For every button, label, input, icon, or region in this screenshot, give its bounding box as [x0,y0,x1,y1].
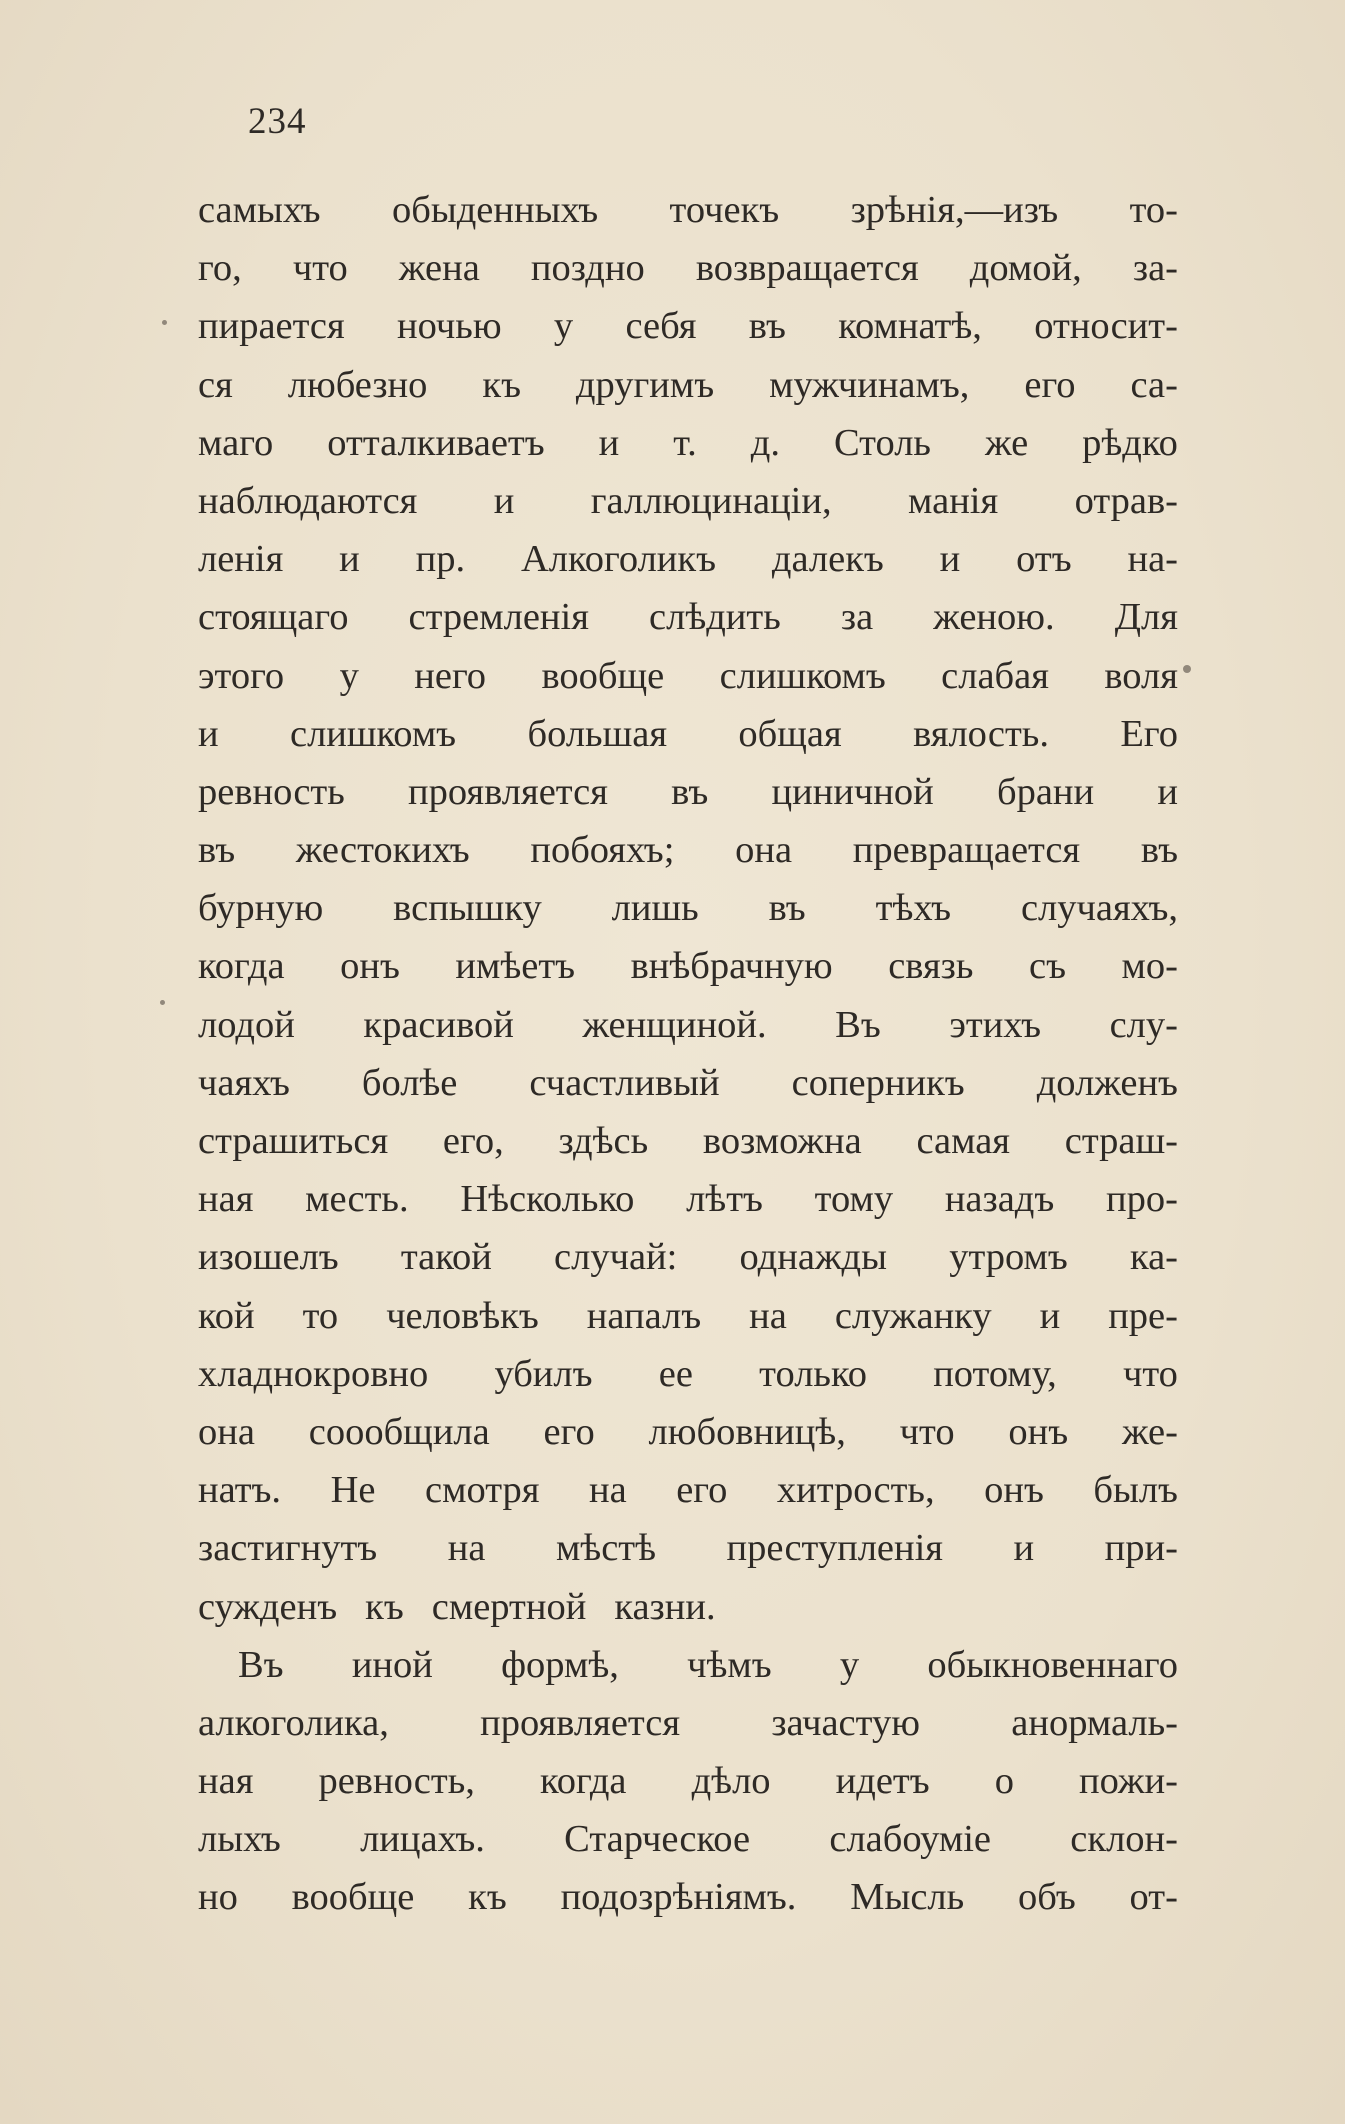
text-line: Въ иной формѣ, чѣмъ у обыкновеннаго [238,1643,1178,1686]
text-line: сужденъ къ смертной казни. [198,1585,716,1628]
text-line: лодой красивой женщиной. Въ этихъ слу- [198,1003,1178,1046]
text-line: кой то человѣкъ напалъ на служанку и пре- [198,1294,1178,1337]
text-line: го, что жена поздно возвращается домой, за- [198,247,1178,290]
text-line: маго отталкиваетъ и т. д. Столь же рѣдко [198,421,1178,464]
text-line: страшиться его, здѣсь возможна самая страш- [198,1120,1178,1162]
text-line: лыхъ лицахъ. Старческое слабоуміе склон- [198,1818,1178,1861]
text-line: бурную вспышку лишь въ тѣхъ случаяхъ, [198,887,1178,930]
text-line: застигнутъ на мѣстѣ преступленія и при- [198,1527,1178,1570]
paragraph-2 [198,1636,1178,1927]
body-text [198,181,1178,1927]
text-line: пирается ночью у себя въ комнатѣ, относит- [198,305,1178,348]
text-line: изошелъ такой случай: однажды утромъ ка- [198,1236,1178,1279]
text-line: и слишкомъ большая общая вялость. Его [198,712,1178,755]
text-line: ленія и пр. Алкоголикъ далекъ и отъ на- [198,538,1178,581]
ink-speck [1183,665,1191,673]
text-line: когда онъ имѣетъ внѣбрачную связь съ мо- [198,945,1178,988]
paragraph-1 [198,181,1178,1636]
text-line: натъ. Не смотря на его хитрость, онъ былъ [198,1469,1178,1512]
page-number: 234 [248,101,307,142]
ink-speck [162,320,167,325]
text-line: она соообщила его любовницѣ, что онъ же- [198,1410,1178,1453]
text-line: хладнокровно убилъ ее только потому, что [198,1352,1178,1395]
text-line: ревность проявляется въ циничной брани и [198,770,1178,813]
ink-speck [160,1000,165,1005]
text-line: но вообще къ подозрѣніямъ. Мысль объ от- [198,1876,1178,1919]
text-line: ся любезно къ другимъ мужчинамъ, его са- [198,363,1178,406]
text-line: ная ревность, когда дѣло идетъ о пожи- [198,1760,1178,1803]
text-line: наблюдаются и галлюцинаціи, манія отрав- [198,479,1178,522]
text-line: самыхъ обыденныхъ точекъ зрѣнія,—изъ то- [198,189,1178,231]
text-line: этого у него вообще слишкомъ слабая воля [198,654,1178,697]
text-line: чаяхъ болѣе счастливый соперникъ долженъ [198,1061,1178,1104]
text-line: ная месть. Нѣсколько лѣтъ тому назадъ про- [198,1178,1178,1221]
text-line: алкоголика, проявляется зачастую анормаль- [198,1701,1178,1744]
text-line: стоящаго стремленія слѣдить за женою. Для [198,596,1178,639]
text-line: въ жестокихъ побояхъ; она превращается въ [198,829,1178,872]
